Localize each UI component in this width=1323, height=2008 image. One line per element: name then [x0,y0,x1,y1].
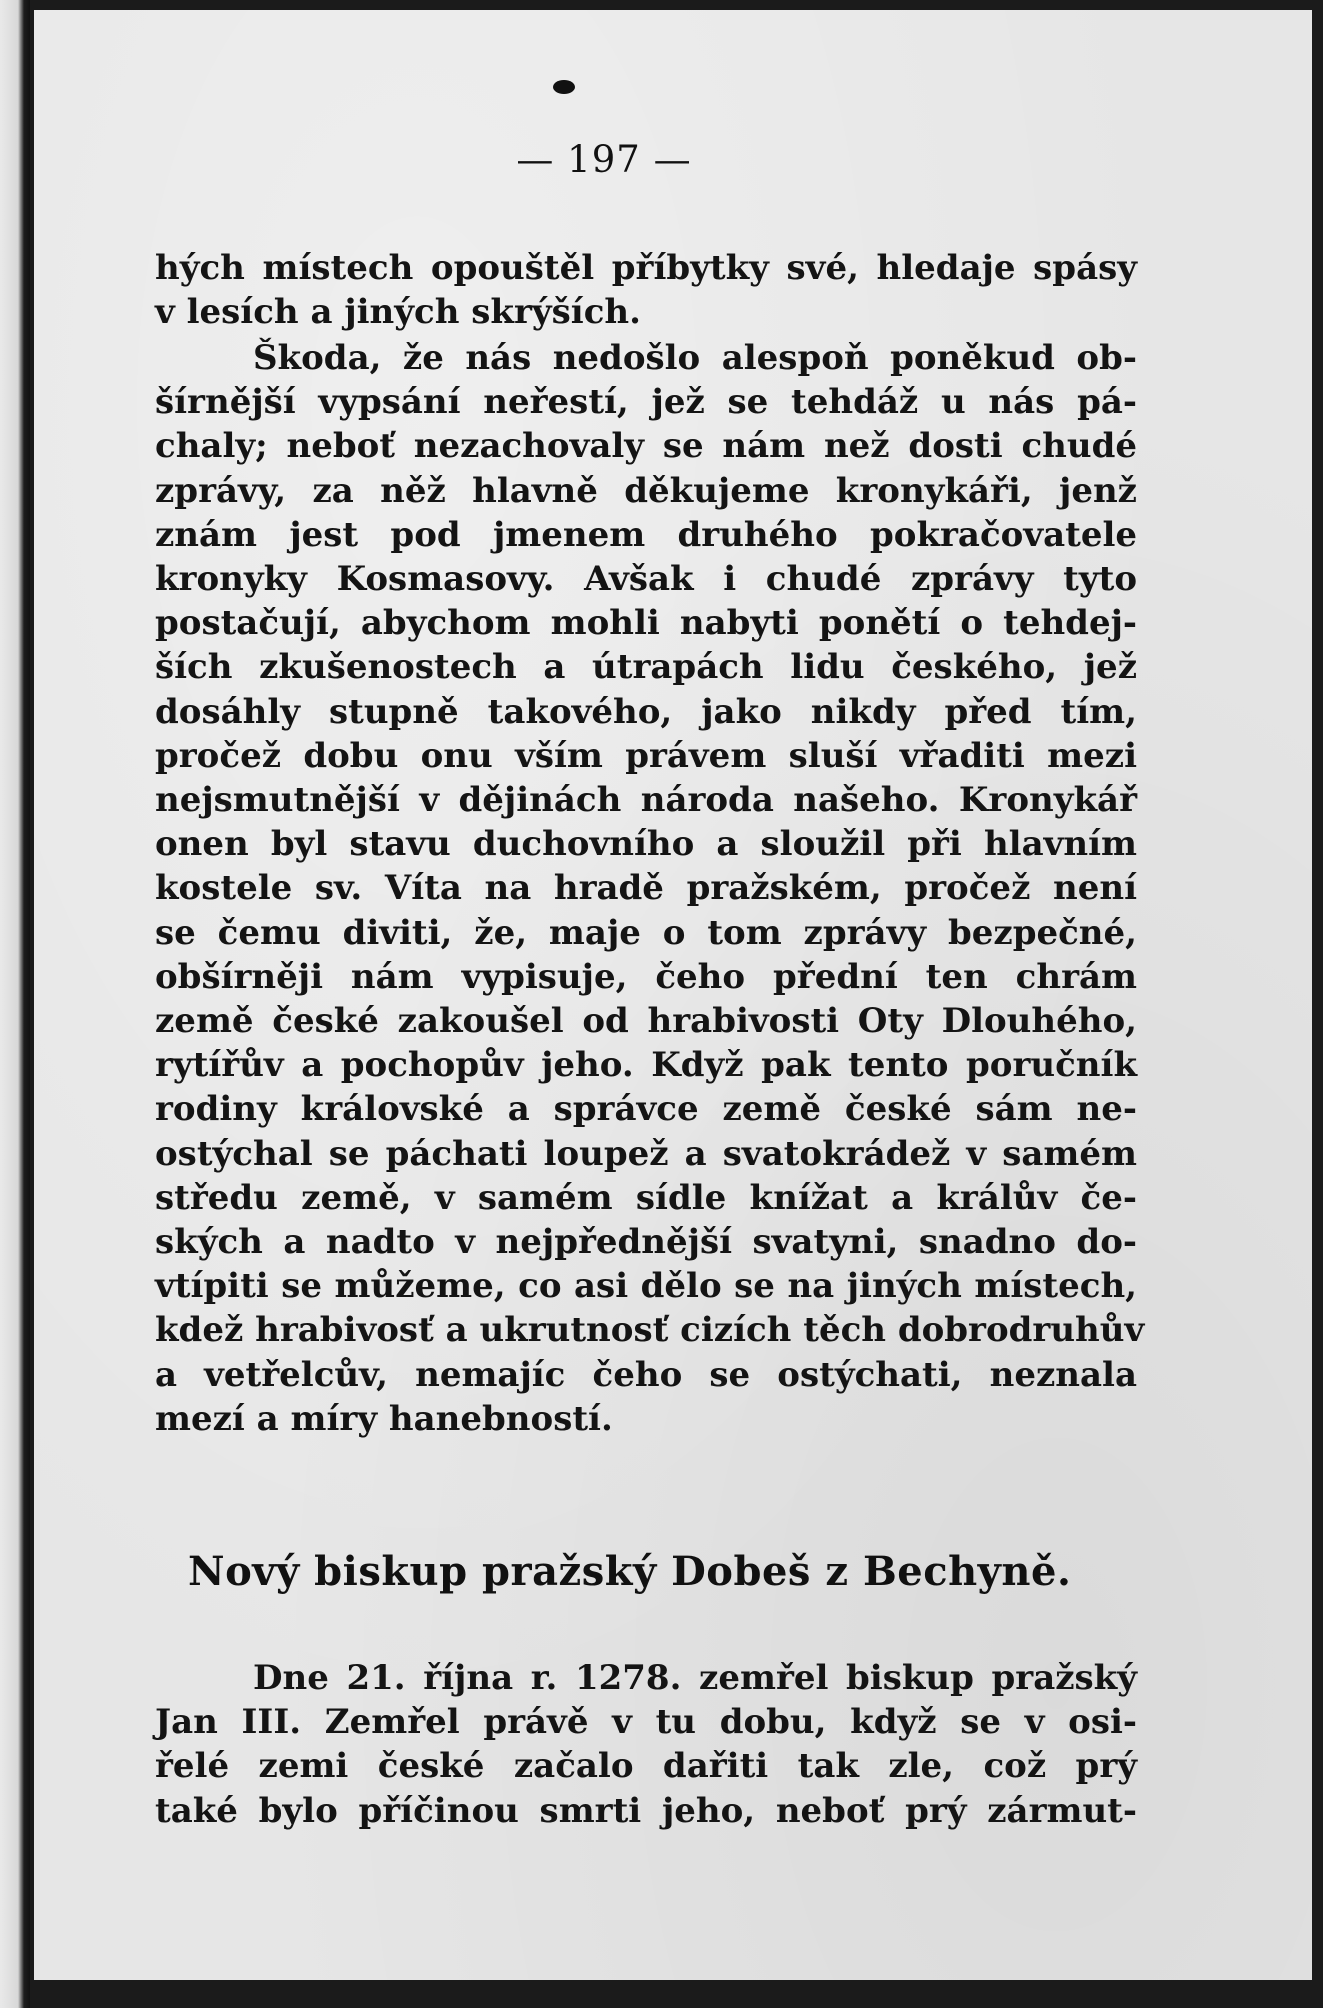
text-line: zprávy, za něž hlavně děkujeme kronykáři, jenž [155,470,1137,511]
text-line: nejsmutnější v dějinách národa našeho. Kronykář [155,780,1137,821]
text-line: znám jest pod jmenem druhého pokračovatele [155,514,1137,555]
page-number: — 197 — [516,138,692,181]
text-line: vtípiti se můžeme, co asi dělo se na jiných místech, [155,1266,1137,1307]
text-line: řelé zemi české začalo dařiti tak zle, což prý [155,1746,1137,1787]
text-line: chaly; neboť nezachovaly se nám než dosti chudé [155,426,1137,467]
text-line: rytířův a pochopův jeho. Když pak tento poručník [155,1045,1137,1086]
text-line: šírnější vypsání neřestí, jež se tehdáž u nás pá- [155,382,1137,423]
text-line: v lesích a jiných skrýších. [155,292,641,333]
text-line: obšírněji nám vypisuje, čeho přední ten chrám [155,956,1137,997]
paragraph-continued [155,246,1137,334]
text-line: také bylo příčinou smrti jeho, neboť prý zármut- [155,1790,1137,1831]
text-line: Jan III. Zemřel právě v tu dobu, když se v osi- [155,1702,1137,1743]
text-line: pročež dobu onu vším právem sluší vřaditi mezi [155,735,1137,776]
text-line: se čemu diviti, že, maje o tom zprávy bezpečné, [155,912,1137,953]
text-line: země české zakoušel od hrabivosti Oty Dlouhého, [155,1001,1137,1042]
book-gutter [0,0,30,2008]
text-line: onen byl stavu duchovního a sloužil při hlavním [155,824,1137,865]
text-line: mezí a míry hanebností. [155,1398,613,1439]
text-line: kostele sv. Víta na hradě pražském, pročež není [155,868,1137,909]
text-line: hých místech opouštěl příbytky své, hledaje spásy [155,248,1137,288]
text-line: a vetřelcův, nemajíc čeho se ostýchati, neznala [155,1354,1137,1395]
text-line: ských a nadto v nejpřednější svatyni, snadno do- [155,1222,1137,1263]
text-line: postačují, abychom mohli nabyti ponětí o tehdej- [155,603,1137,644]
text-line: rodiny královské a správce země české sám ne- [155,1089,1137,1130]
text-line: Škoda, že nás nedošlo alespoň poněkud ob- [253,338,1137,378]
text-line: kronyky Kosmasovy. Avšak i chudé zprávy tyto [155,559,1137,600]
section-heading: Nový biskup pražský Dobeš z Bechyně. [188,1548,1072,1595]
text-line: Dne 21. října r. 1278. zemřel biskup pražský [253,1658,1137,1698]
book-page [34,10,1312,1980]
paragraph-section [155,1656,1137,1833]
text-line: dosáhly stupně takového, jako nikdy před tím, [155,691,1137,732]
paragraph-main [155,336,1145,1441]
text-line: kdež hrabivosť a ukrutnosť cizích těch dobrodruhův [155,1310,1145,1351]
ink-mark [553,80,575,94]
text-line: ších zkušenostech a útrapách lidu českého, jež [155,647,1137,688]
text-line: ostýchal se páchati loupež a svatokrádež v samém [155,1133,1137,1174]
text-line: středu země, v samém sídle knížat a králův če- [155,1177,1137,1218]
